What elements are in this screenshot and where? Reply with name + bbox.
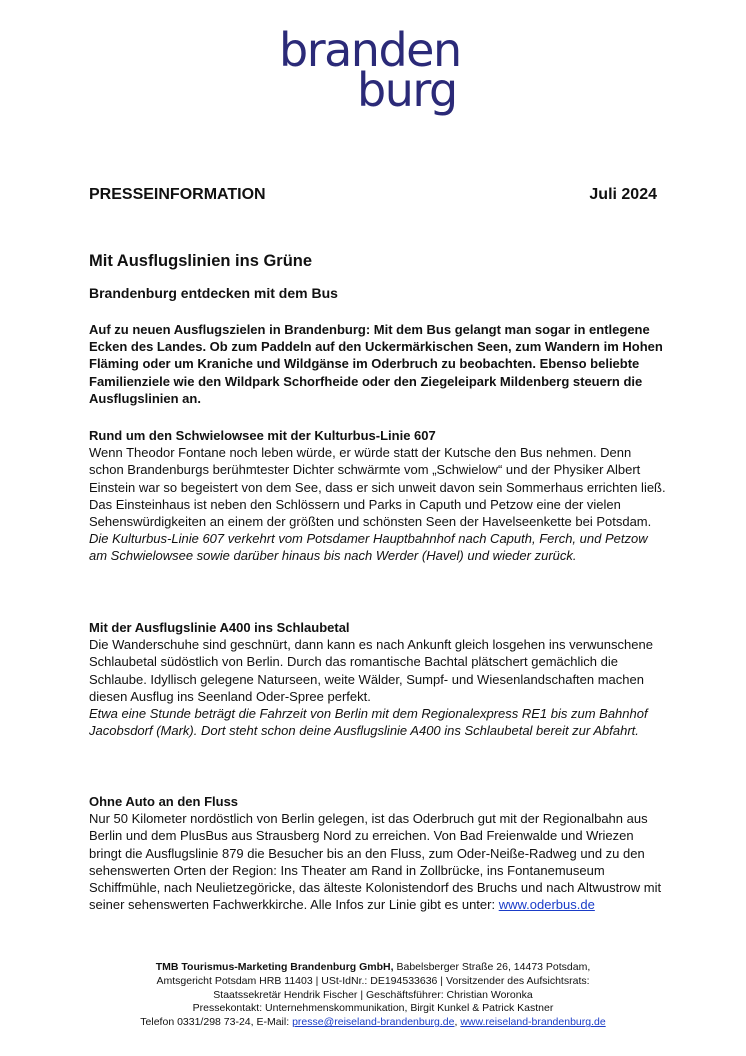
document-header [89, 186, 657, 204]
section-note: Etwa eine Stunde beträgt die Fahrzeit von Berlin mit dem Regionalexpress RE1 bis zum Bahnhof Jacobsdorf (Mark). Dort steht schon deine Ausflugslinie A400 ins Schlaubetal bereit zur Abfahrt. [89, 706, 648, 739]
page-title: Mit Ausflugslinien ins Grüne [89, 252, 313, 270]
section-heading: Rund um den Schwielowsee mit der Kulturbus-Linie 607 [89, 428, 436, 443]
page-subtitle: Brandenburg entdecken mit dem Bus [89, 285, 338, 301]
footer-line-registry: Amtsgericht Potsdam HRB 11403 | USt-IdNr.: DE194533636 | Vorsitzender des Aufsichtsrats: [156, 974, 590, 987]
section-schwielowsee [89, 427, 669, 565]
company-address: Babelsberger Straße 26, 14473 Potsdam, [393, 961, 591, 973]
separator: , [454, 1016, 461, 1029]
section-oderbruch [89, 793, 669, 913]
oderbus-link[interactable]: www.oderbus.de [498, 897, 595, 913]
lead-paragraph: Auf zu neuen Ausflugszielen in Brandenburg: Mit dem Bus gelangt man sogar in entlegene Ecken des Landes. Ob zum Paddeln auf den Uckermärkischen Seen, zum Wandern im Hohen Fläming oder um Kraniche und Wildgänse im Oderbruch zu beobachten. Ebenso beliebte Familienziele wie den Wildpark Schorfheide oder den Ziegeleipark Mildenberg steuern die Ausflugslinien an. [89, 322, 663, 406]
brand-logo [279, 23, 461, 117]
footer-line-contact [60, 1016, 686, 1030]
email-link[interactable]: presse@reiseland-brandenburg.de [292, 1016, 455, 1029]
footer-line-company [60, 961, 686, 975]
section-schlaubetal [89, 619, 669, 739]
section-body: Wenn Theodor Fontane noch leben würde, er würde statt der Kutsche den Bus nehmen. Denn schon Brandenburgs berühmtester Dichter schwärmte vom „Schwielow“ und der Physiker Albert Einstein war so begeistert von dem See, dass er sich unweit davon sein Sommerhaus errichten ließ. Das Einsteinhaus ist neben den Schlössern und Parks in Caputh und Petzow eine der vielen Sehenswürdigkeiten an einem der größten und schönsten Seen der Havelseenkette bei Potsdam. [89, 445, 666, 530]
website-link[interactable]: www.reiseland-brandenburg.de [460, 1016, 606, 1029]
logo-line-1: branden [279, 23, 461, 77]
company-name: TMB Tourismus-Marketing Brandenburg GmbH, [155, 961, 394, 973]
page-footer [60, 961, 686, 1030]
footer-line-press-contact: Pressekontakt: Unternehmenskommunikation, Birgit Kunkel & Patrick Kastner [192, 1002, 554, 1015]
phone-text: Telefon 0331/298 73-24, E-Mail: [140, 1016, 293, 1029]
logo-line-2: burg [357, 63, 457, 117]
section-note: Die Kulturbus-Linie 607 verkehrt vom Potsdamer Hauptbahnhof nach Caputh, Ferch, und Petzow am Schwielowsee sowie darüber hinaus bis nach Werder (Havel) und wieder zurück. [89, 531, 648, 564]
section-body: Nur 50 Kilometer nordöstlich von Berlin gelegen, ist das Oderbruch gut mit der Regionalbahn aus Berlin und dem PlusBus aus Strausberg Nord zu erreichen. Von Bad Freienwalde und Wriezen bringt die Ausflugslinie 879 die Besucher bis an den Fluss, zum Oder-Neiße-Radweg und zu den sehenswerten Orten der Region: Ins Theater am Rand in Zollbrücke, ins Fontanemuseum Schiffmühle, nach Neulietzegöricke, das älteste Kolonistendorf des Bruchs und nach Altwustrow mit seiner sehenswerten Fachwerkkirche. Alle Infos zur Linie gibt es unter: [89, 811, 662, 913]
document-date: Juli 2024 [589, 186, 657, 203]
section-heading: Ohne Auto an den Fluss [89, 794, 239, 809]
footer-line-management: Staatssekretär Hendrik Fischer | Geschäftsführer: Christian Woronka [213, 988, 533, 1001]
document-type-label: PRESSEINFORMATION [89, 186, 266, 203]
section-heading: Mit der Ausflugslinie A400 ins Schlaubetal [89, 620, 350, 635]
section-body: Die Wanderschuhe sind geschnürt, dann kann es nach Ankunft gleich losgehen ins verwunschene Schlaubetal südöstlich von Berlin. Durch das romantische Bachtal plätschert gemächlich die Schlaube. Idyllisch gelegene Naturseen, weite Wälder, Sumpf- und Wiesenlandschaften machen diesen Ausflug ins Seenland Oder-Spree perfekt. [89, 637, 653, 704]
